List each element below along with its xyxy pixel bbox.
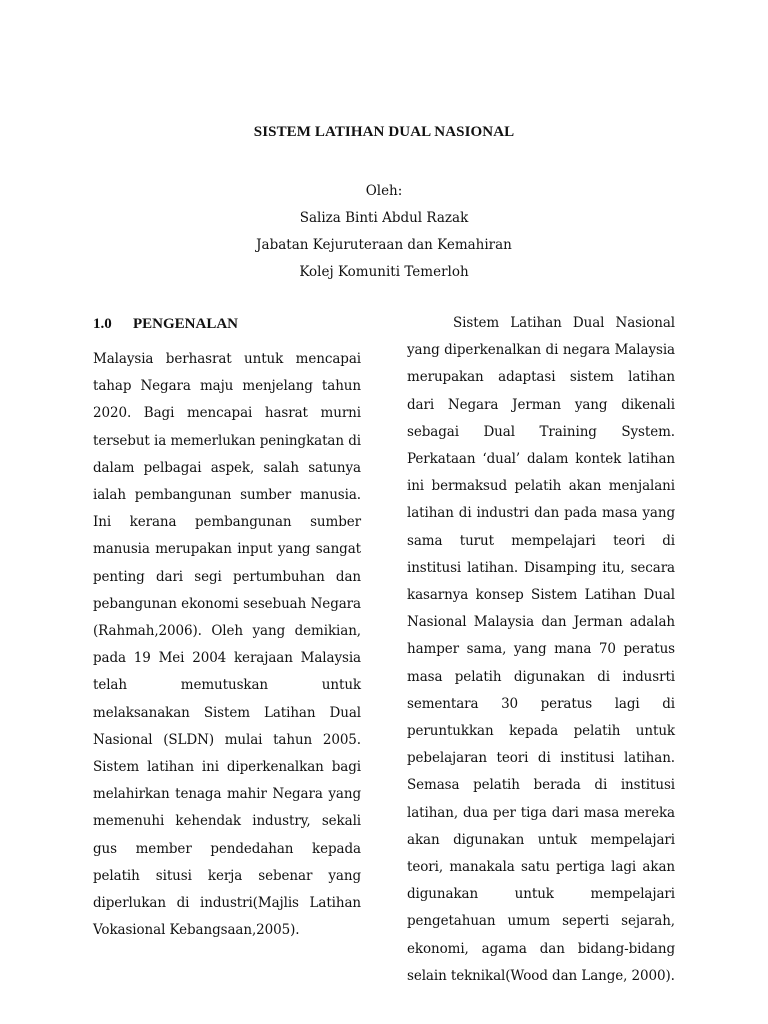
byline: Oleh: — [365, 183, 403, 199]
department-name: Jabatan Kejuruteraan dan Kemahiran — [256, 237, 512, 253]
author-block — [0, 178, 768, 286]
section-heading — [93, 314, 361, 334]
left-column — [93, 314, 361, 944]
institution-name: Kolej Komuniti Temerloh — [299, 264, 469, 280]
section-number: 1.0 — [93, 316, 112, 332]
paragraph-introduction-right: Sistem Latihan Dual Nasional yang diperkenalkan di negara Malaysia merupakan adaptasi sistem latihan dari Negara Jerman yang dikenali sebagai Dual Training System. Perkataan ‘dual’ dalam kontek latihan ini bermaksud pelatih akan menjalani latihan di industri dan pada masa yang sama turut mempelajari teori di institusi latihan. Disamping itu, secara kasarnya konsep Sistem Latihan Dual Nasional Malaysia dan Jerman adalah hamper sama, yang mana 70 peratus masa pelatih digunakan di indusrti sementara 30 peratus lagi di peruntukkan kepada pelatih untuk pebelajaran teori di institusi latihan. Semasa pelatih berada di institusi latihan, dua per tiga dari masa mereka akan digunakan untuk mempelajari teori, manakala satu pertiga lagi akan digunakan untuk mempelajari pengetahuan umum seperti sejarah, ekonomi, agama dan bidang-bidang selain teknikal(Wood dan Lange, 2000). — [407, 315, 675, 984]
section-title: PENGENALAN — [133, 316, 239, 332]
document-title: SISTEM LATIHAN DUAL NASIONAL — [253, 124, 515, 140]
right-column — [407, 310, 675, 990]
author-name: Saliza Binti Abdul Razak — [299, 210, 469, 226]
paragraph-introduction-left: Malaysia berhasrat untuk mencapai tahap Negara maju menjelang tahun 2020. Bagi mencapai hasrat murni tersebut ia memerlukan peningkatan di dalam pelbagai aspek, salah satunya ialah pembangunan sumber manusia. Ini kerana pembangunan sumber manusia merupakan input yang sangat penting dari segi pertumbuhan dan pebangunan ekonomi sesebuah Negara (Rahmah,2006). Oleh yang demikian, pada 19 Mei 2004 kerajaan Malaysia telah memutuskan untuk melaksanakan Sistem Latihan Dual Nasional (SLDN) mulai tahun 2005. Sistem latihan ini diperkenalkan bagi melahirkan tenaga mahir Negara yang memenuhi kehendak industry, sekali gus member pendedahan kepada pelatih situsi kerja sebenar yang diperlukan di industri(Majlis Latihan Vokasional Kebangsaan,2005). — [93, 351, 361, 939]
